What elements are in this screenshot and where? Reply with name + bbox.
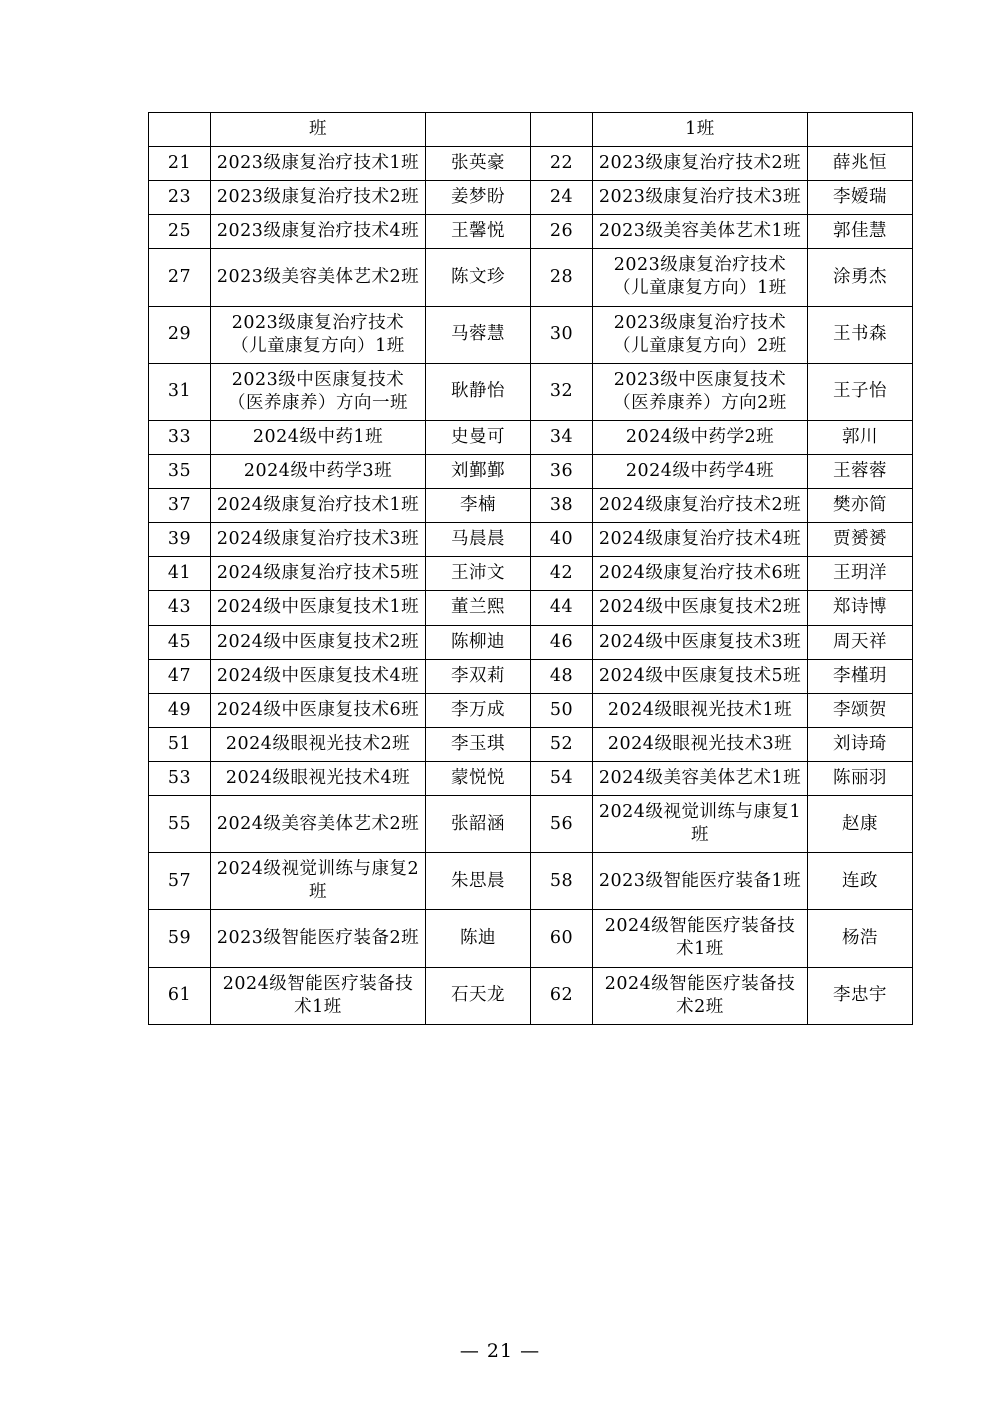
row-index-right: 48: [531, 659, 593, 693]
table-row: [149, 147, 913, 181]
row-class-left: 2024级美容美体艺术2班: [211, 795, 426, 852]
row-name-right: 王玥洋: [808, 557, 913, 591]
row-class-left: 2023级智能医疗装备2班: [211, 910, 426, 967]
row-index-left: 21: [149, 147, 211, 181]
row-class-right: 1班: [593, 113, 808, 147]
table-row: [149, 727, 913, 761]
row-name-left: 耿静怡: [426, 363, 531, 420]
row-class-left: 班: [211, 113, 426, 147]
row-index-left: 59: [149, 910, 211, 967]
row-class-left: 2024级中医康复技术4班: [211, 659, 426, 693]
table-row: [149, 659, 913, 693]
row-name-left: 陈文珍: [426, 249, 531, 306]
row-class-left: 2024级康复治疗技术1班: [211, 489, 426, 523]
row-name-left: 刘鄞鄞: [426, 455, 531, 489]
row-index-left: 29: [149, 306, 211, 363]
row-index-right: [531, 113, 593, 147]
row-class-right: 2024级智能医疗装备技术2班: [593, 967, 808, 1024]
table-row: [149, 420, 913, 454]
row-class-left: 2024级视觉训练与康复2班: [211, 853, 426, 910]
row-name-right: 陈丽羽: [808, 761, 913, 795]
row-index-right: 32: [531, 363, 593, 420]
row-class-right: 2023级康复治疗技术（儿童康复方向）1班: [593, 249, 808, 306]
row-index-left: 37: [149, 489, 211, 523]
row-class-left: 2024级中药1班: [211, 420, 426, 454]
row-class-left: 2023级康复治疗技术（儿童康复方向）1班: [211, 306, 426, 363]
row-name-left: [426, 113, 531, 147]
row-index-right: 40: [531, 523, 593, 557]
row-index-right: 60: [531, 910, 593, 967]
row-class-right: 2024级视觉训练与康复1班: [593, 795, 808, 852]
row-index-right: 24: [531, 181, 593, 215]
table-row: [149, 795, 913, 852]
row-class-right: 2024级美容美体艺术1班: [593, 761, 808, 795]
row-index-left: 23: [149, 181, 211, 215]
row-name-right: 李槿玥: [808, 659, 913, 693]
row-class-left: 2024级眼视光技术4班: [211, 761, 426, 795]
row-class-left: 2024级中医康复技术1班: [211, 591, 426, 625]
row-name-left: 李双莉: [426, 659, 531, 693]
row-index-left: 33: [149, 420, 211, 454]
table-row: [149, 215, 913, 249]
page-number: — 21 —: [459, 1340, 541, 1362]
row-class-left: 2024级智能医疗装备技术1班: [211, 967, 426, 1024]
row-name-left: 马晨晨: [426, 523, 531, 557]
row-name-left: 陈迪: [426, 910, 531, 967]
row-index-left: 49: [149, 693, 211, 727]
row-class-right: 2023级康复治疗技术（儿童康复方向）2班: [593, 306, 808, 363]
row-index-right: 36: [531, 455, 593, 489]
row-index-right: 28: [531, 249, 593, 306]
row-index-left: 45: [149, 625, 211, 659]
row-class-right: 2024级康复治疗技术2班: [593, 489, 808, 523]
row-index-right: 38: [531, 489, 593, 523]
row-name-left: 史曼可: [426, 420, 531, 454]
table-row: [149, 249, 913, 306]
row-name-left: 张韶涵: [426, 795, 531, 852]
row-name-right: 王书森: [808, 306, 913, 363]
row-name-left: 王沛文: [426, 557, 531, 591]
row-index-left: 51: [149, 727, 211, 761]
row-class-right: 2023级康复治疗技术2班: [593, 147, 808, 181]
row-class-left: 2024级眼视光技术2班: [211, 727, 426, 761]
row-index-right: 26: [531, 215, 593, 249]
row-class-left: 2023级美容美体艺术2班: [211, 249, 426, 306]
row-index-left: 61: [149, 967, 211, 1024]
row-class-right: 2024级中医康复技术2班: [593, 591, 808, 625]
row-index-right: 34: [531, 420, 593, 454]
row-name-right: 周天祥: [808, 625, 913, 659]
row-name-right: 贾赟赟: [808, 523, 913, 557]
table-row: [149, 967, 913, 1024]
row-name-right: 杨浩: [808, 910, 913, 967]
row-name-right: 李忠宇: [808, 967, 913, 1024]
row-class-left: 2023级康复治疗技术4班: [211, 215, 426, 249]
row-class-right: 2023级美容美体艺术1班: [593, 215, 808, 249]
row-index-right: 58: [531, 853, 593, 910]
row-index-left: 41: [149, 557, 211, 591]
student-roster-table: [148, 112, 913, 1025]
row-name-left: 李玉琪: [426, 727, 531, 761]
row-name-left: 石天龙: [426, 967, 531, 1024]
row-index-right: 30: [531, 306, 593, 363]
row-name-right: 王子怡: [808, 363, 913, 420]
row-index-right: 42: [531, 557, 593, 591]
row-name-left: 王馨悦: [426, 215, 531, 249]
row-class-left: 2023级康复治疗技术1班: [211, 147, 426, 181]
table-row: [149, 853, 913, 910]
row-class-right: 2024级眼视光技术3班: [593, 727, 808, 761]
table-row: [149, 591, 913, 625]
row-index-right: 52: [531, 727, 593, 761]
table-row: [149, 306, 913, 363]
table-row: [149, 523, 913, 557]
row-index-left: [149, 113, 211, 147]
row-name-right: 李嫒瑞: [808, 181, 913, 215]
row-name-left: 张英豪: [426, 147, 531, 181]
row-class-right: 2024级康复治疗技术6班: [593, 557, 808, 591]
row-index-left: 57: [149, 853, 211, 910]
row-index-left: 31: [149, 363, 211, 420]
table-row: [149, 625, 913, 659]
row-index-left: 47: [149, 659, 211, 693]
row-class-right: 2024级中医康复技术5班: [593, 659, 808, 693]
row-name-right: 郑诗博: [808, 591, 913, 625]
row-name-right: [808, 113, 913, 147]
row-class-left: 2024级康复治疗技术3班: [211, 523, 426, 557]
row-class-right: 2023级康复治疗技术3班: [593, 181, 808, 215]
row-index-right: 44: [531, 591, 593, 625]
row-class-left: 2024级中药学3班: [211, 455, 426, 489]
row-class-right: 2024级康复治疗技术4班: [593, 523, 808, 557]
row-index-right: 56: [531, 795, 593, 852]
row-name-right: 王蓉蓉: [808, 455, 913, 489]
row-name-left: 马蓉慧: [426, 306, 531, 363]
row-name-right: 连政: [808, 853, 913, 910]
row-class-left: 2024级中医康复技术2班: [211, 625, 426, 659]
row-index-left: 43: [149, 591, 211, 625]
row-class-right: 2023级智能医疗装备1班: [593, 853, 808, 910]
row-name-right: 赵康: [808, 795, 913, 852]
row-name-right: 薛兆恒: [808, 147, 913, 181]
row-class-right: 2024级智能医疗装备技术1班: [593, 910, 808, 967]
row-index-left: 55: [149, 795, 211, 852]
row-name-left: 李万成: [426, 693, 531, 727]
table-row: [149, 181, 913, 215]
row-name-left: 陈柳迪: [426, 625, 531, 659]
row-name-left: 姜梦盼: [426, 181, 531, 215]
row-index-right: 62: [531, 967, 593, 1024]
row-class-left: 2023级中医康复技术（医养康养）方向一班: [211, 363, 426, 420]
row-class-right: 2024级中医康复技术3班: [593, 625, 808, 659]
table-row: [149, 910, 913, 967]
row-class-left: 2023级康复治疗技术2班: [211, 181, 426, 215]
row-name-right: 樊亦简: [808, 489, 913, 523]
row-name-right: 刘诗琦: [808, 727, 913, 761]
row-class-right: 2024级中药学2班: [593, 420, 808, 454]
table-row: [149, 693, 913, 727]
row-name-right: 郭佳慧: [808, 215, 913, 249]
row-name-right: 郭川: [808, 420, 913, 454]
table-row: [149, 557, 913, 591]
table-row: [149, 455, 913, 489]
row-index-right: 50: [531, 693, 593, 727]
table-row: [149, 113, 913, 147]
row-index-left: 35: [149, 455, 211, 489]
row-index-left: 27: [149, 249, 211, 306]
table-row: [149, 761, 913, 795]
row-index-left: 25: [149, 215, 211, 249]
row-index-left: 39: [149, 523, 211, 557]
row-class-left: 2024级中医康复技术6班: [211, 693, 426, 727]
row-class-right: 2024级中药学4班: [593, 455, 808, 489]
row-name-left: 朱思晨: [426, 853, 531, 910]
row-name-left: 董兰熙: [426, 591, 531, 625]
row-name-right: 涂勇杰: [808, 249, 913, 306]
row-name-left: 李楠: [426, 489, 531, 523]
row-class-left: 2024级康复治疗技术5班: [211, 557, 426, 591]
table-row: [149, 489, 913, 523]
table-row: [149, 363, 913, 420]
row-class-right: 2024级眼视光技术1班: [593, 693, 808, 727]
row-index-left: 53: [149, 761, 211, 795]
row-index-right: 54: [531, 761, 593, 795]
row-name-right: 李颂贺: [808, 693, 913, 727]
row-name-left: 蒙悦悦: [426, 761, 531, 795]
row-index-right: 46: [531, 625, 593, 659]
row-index-right: 22: [531, 147, 593, 181]
row-class-right: 2023级中医康复技术（医养康养）方向2班: [593, 363, 808, 420]
